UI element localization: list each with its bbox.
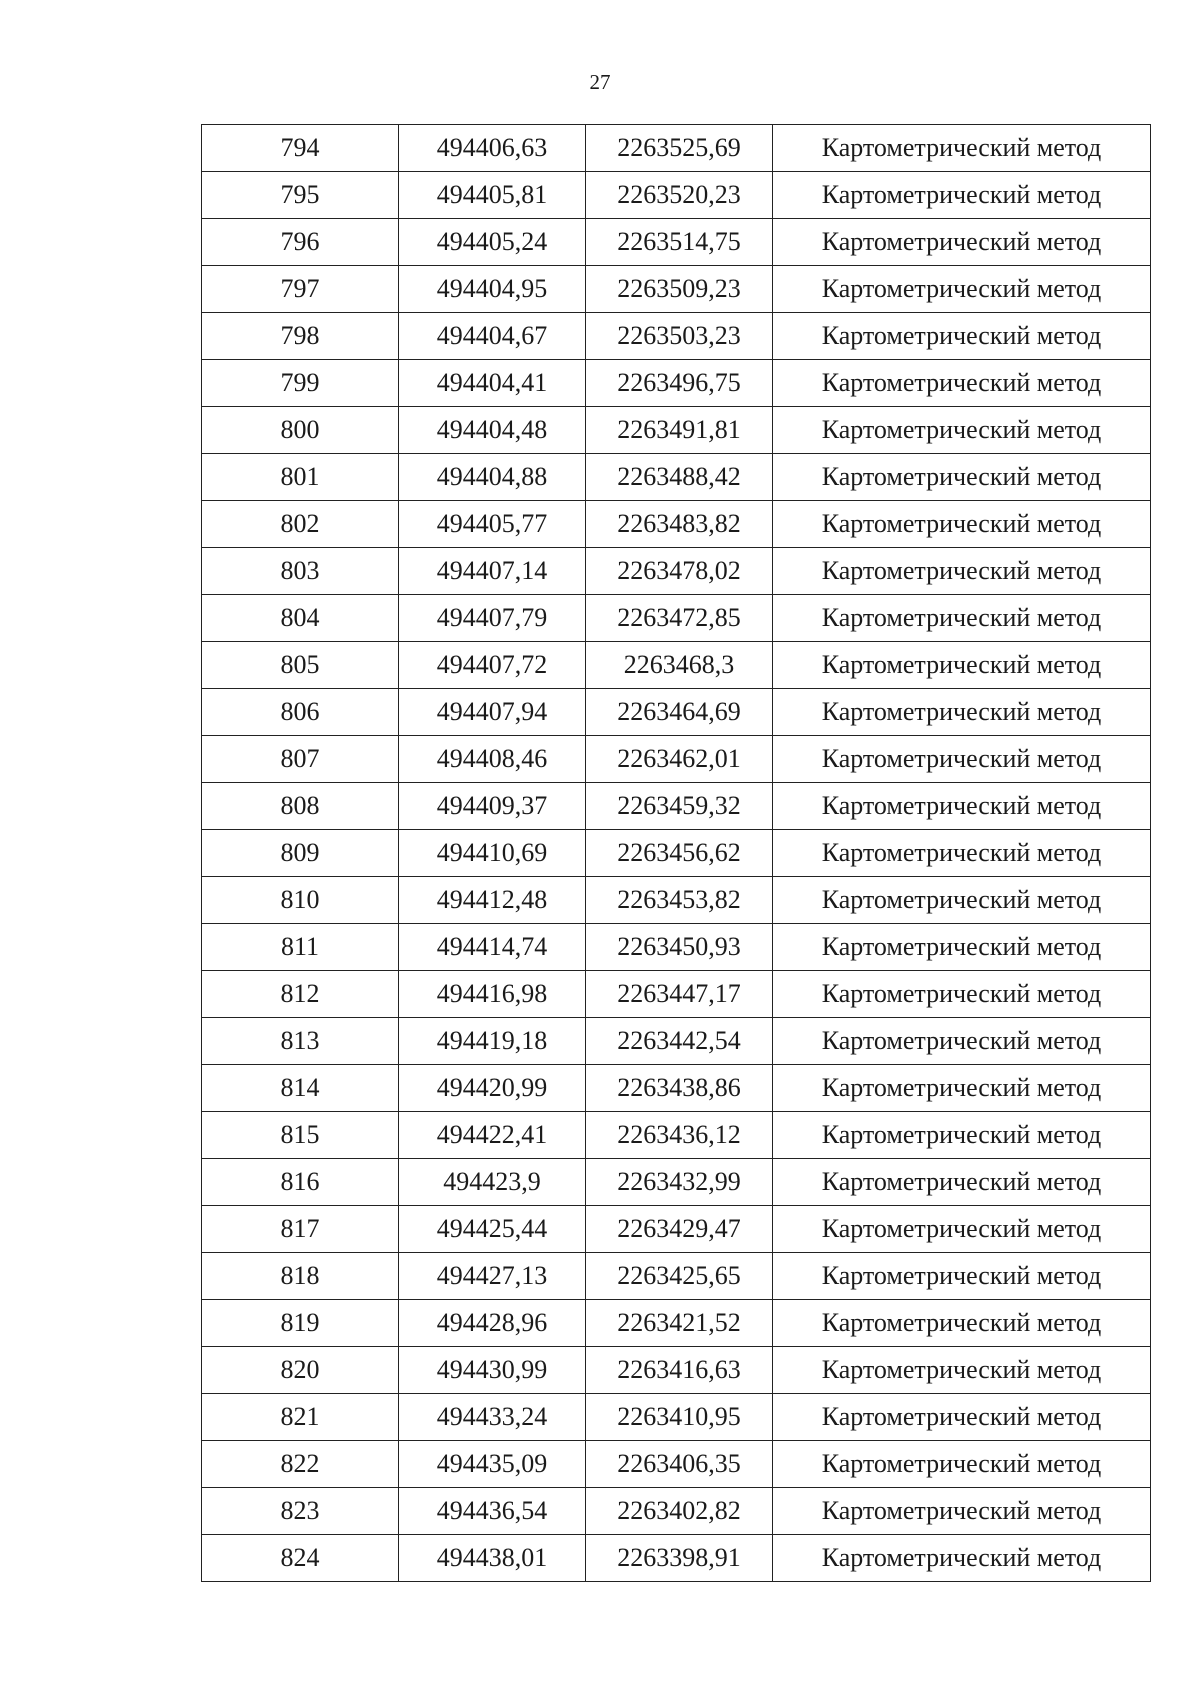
y-coordinate-cell: 2263456,62 xyxy=(586,830,773,877)
point-number-cell: 796 xyxy=(202,219,399,266)
table-row xyxy=(202,736,1151,783)
method-cell: Картометрический метод xyxy=(773,595,1151,642)
x-coordinate-cell: 494416,98 xyxy=(399,971,586,1018)
x-coordinate-cell: 494436,54 xyxy=(399,1488,586,1535)
table-row xyxy=(202,971,1151,1018)
y-coordinate-cell: 2263438,86 xyxy=(586,1065,773,1112)
coordinates-table xyxy=(201,124,1151,1582)
method-cell: Картометрический метод xyxy=(773,689,1151,736)
method-cell: Картометрический метод xyxy=(773,924,1151,971)
x-coordinate-cell: 494404,41 xyxy=(399,360,586,407)
page-number: 27 xyxy=(589,70,611,94)
x-coordinate-cell: 494407,14 xyxy=(399,548,586,595)
x-coordinate-cell: 494409,37 xyxy=(399,783,586,830)
table-row xyxy=(202,1394,1151,1441)
table-row xyxy=(202,313,1151,360)
method-cell: Картометрический метод xyxy=(773,548,1151,595)
method-cell: Картометрический метод xyxy=(773,172,1151,219)
table-row xyxy=(202,595,1151,642)
y-coordinate-cell: 2263520,23 xyxy=(586,172,773,219)
point-number-cell: 817 xyxy=(202,1206,399,1253)
method-cell: Картометрический метод xyxy=(773,736,1151,783)
x-coordinate-cell: 494423,9 xyxy=(399,1159,586,1206)
x-coordinate-cell: 494405,77 xyxy=(399,501,586,548)
method-cell: Картометрический метод xyxy=(773,501,1151,548)
coordinates-table-body xyxy=(202,125,1151,1582)
x-coordinate-cell: 494407,79 xyxy=(399,595,586,642)
point-number-cell: 820 xyxy=(202,1347,399,1394)
y-coordinate-cell: 2263436,12 xyxy=(586,1112,773,1159)
point-number-cell: 814 xyxy=(202,1065,399,1112)
table-row xyxy=(202,924,1151,971)
table-row xyxy=(202,1065,1151,1112)
y-coordinate-cell: 2263450,93 xyxy=(586,924,773,971)
table-row xyxy=(202,1441,1151,1488)
point-number-cell: 804 xyxy=(202,595,399,642)
method-cell: Картометрический метод xyxy=(773,454,1151,501)
table-row xyxy=(202,454,1151,501)
method-cell: Картометрический метод xyxy=(773,783,1151,830)
method-cell: Картометрический метод xyxy=(773,1253,1151,1300)
y-coordinate-cell: 2263514,75 xyxy=(586,219,773,266)
table-row xyxy=(202,125,1151,172)
method-cell: Картометрический метод xyxy=(773,1112,1151,1159)
x-coordinate-cell: 494419,18 xyxy=(399,1018,586,1065)
y-coordinate-cell: 2263464,69 xyxy=(586,689,773,736)
y-coordinate-cell: 2263483,82 xyxy=(586,501,773,548)
method-cell: Картометрический метод xyxy=(773,1159,1151,1206)
table-row xyxy=(202,548,1151,595)
table-row xyxy=(202,1347,1151,1394)
point-number-cell: 799 xyxy=(202,360,399,407)
x-coordinate-cell: 494405,24 xyxy=(399,219,586,266)
x-coordinate-cell: 494430,99 xyxy=(399,1347,586,1394)
table-row xyxy=(202,1300,1151,1347)
x-coordinate-cell: 494404,48 xyxy=(399,407,586,454)
table-row xyxy=(202,877,1151,924)
point-number-cell: 816 xyxy=(202,1159,399,1206)
y-coordinate-cell: 2263410,95 xyxy=(586,1394,773,1441)
method-cell: Картометрический метод xyxy=(773,125,1151,172)
x-coordinate-cell: 494433,24 xyxy=(399,1394,586,1441)
y-coordinate-cell: 2263425,65 xyxy=(586,1253,773,1300)
table-row xyxy=(202,642,1151,689)
y-coordinate-cell: 2263478,02 xyxy=(586,548,773,595)
y-coordinate-cell: 2263503,23 xyxy=(586,313,773,360)
method-cell: Картометрический метод xyxy=(773,1018,1151,1065)
point-number-cell: 798 xyxy=(202,313,399,360)
point-number-cell: 818 xyxy=(202,1253,399,1300)
method-cell: Картометрический метод xyxy=(773,360,1151,407)
method-cell: Картометрический метод xyxy=(773,1535,1151,1582)
x-coordinate-cell: 494404,95 xyxy=(399,266,586,313)
point-number-cell: 801 xyxy=(202,454,399,501)
point-number-cell: 810 xyxy=(202,877,399,924)
y-coordinate-cell: 2263509,23 xyxy=(586,266,773,313)
x-coordinate-cell: 494410,69 xyxy=(399,830,586,877)
x-coordinate-cell: 494435,09 xyxy=(399,1441,586,1488)
x-coordinate-cell: 494412,48 xyxy=(399,877,586,924)
x-coordinate-cell: 494407,94 xyxy=(399,689,586,736)
table-row xyxy=(202,689,1151,736)
method-cell: Картометрический метод xyxy=(773,642,1151,689)
y-coordinate-cell: 2263406,35 xyxy=(586,1441,773,1488)
point-number-cell: 812 xyxy=(202,971,399,1018)
point-number-cell: 800 xyxy=(202,407,399,454)
table-row xyxy=(202,1018,1151,1065)
y-coordinate-cell: 2263453,82 xyxy=(586,877,773,924)
y-coordinate-cell: 2263468,3 xyxy=(586,642,773,689)
y-coordinate-cell: 2263416,63 xyxy=(586,1347,773,1394)
point-number-cell: 797 xyxy=(202,266,399,313)
method-cell: Картометрический метод xyxy=(773,877,1151,924)
table-row xyxy=(202,1253,1151,1300)
table-row xyxy=(202,783,1151,830)
y-coordinate-cell: 2263442,54 xyxy=(586,1018,773,1065)
x-coordinate-cell: 494414,74 xyxy=(399,924,586,971)
y-coordinate-cell: 2263398,91 xyxy=(586,1535,773,1582)
x-coordinate-cell: 494420,99 xyxy=(399,1065,586,1112)
point-number-cell: 819 xyxy=(202,1300,399,1347)
table-row xyxy=(202,1535,1151,1582)
point-number-cell: 813 xyxy=(202,1018,399,1065)
table-row xyxy=(202,501,1151,548)
point-number-cell: 808 xyxy=(202,783,399,830)
y-coordinate-cell: 2263525,69 xyxy=(586,125,773,172)
method-cell: Картометрический метод xyxy=(773,1347,1151,1394)
y-coordinate-cell: 2263421,52 xyxy=(586,1300,773,1347)
point-number-cell: 802 xyxy=(202,501,399,548)
x-coordinate-cell: 494428,96 xyxy=(399,1300,586,1347)
point-number-cell: 803 xyxy=(202,548,399,595)
method-cell: Картометрический метод xyxy=(773,219,1151,266)
x-coordinate-cell: 494427,13 xyxy=(399,1253,586,1300)
y-coordinate-cell: 2263429,47 xyxy=(586,1206,773,1253)
y-coordinate-cell: 2263462,01 xyxy=(586,736,773,783)
method-cell: Картометрический метод xyxy=(773,830,1151,877)
y-coordinate-cell: 2263491,81 xyxy=(586,407,773,454)
y-coordinate-cell: 2263402,82 xyxy=(586,1488,773,1535)
table-row xyxy=(202,830,1151,877)
y-coordinate-cell: 2263432,99 xyxy=(586,1159,773,1206)
method-cell: Картометрический метод xyxy=(773,1488,1151,1535)
x-coordinate-cell: 494422,41 xyxy=(399,1112,586,1159)
method-cell: Картометрический метод xyxy=(773,1394,1151,1441)
table-row xyxy=(202,1112,1151,1159)
table-row xyxy=(202,407,1151,454)
method-cell: Картометрический метод xyxy=(773,1065,1151,1112)
point-number-cell: 794 xyxy=(202,125,399,172)
x-coordinate-cell: 494425,44 xyxy=(399,1206,586,1253)
x-coordinate-cell: 494408,46 xyxy=(399,736,586,783)
y-coordinate-cell: 2263472,85 xyxy=(586,595,773,642)
method-cell: Картометрический метод xyxy=(773,313,1151,360)
point-number-cell: 822 xyxy=(202,1441,399,1488)
method-cell: Картометрический метод xyxy=(773,1441,1151,1488)
x-coordinate-cell: 494407,72 xyxy=(399,642,586,689)
point-number-cell: 795 xyxy=(202,172,399,219)
method-cell: Картометрический метод xyxy=(773,971,1151,1018)
x-coordinate-cell: 494404,67 xyxy=(399,313,586,360)
method-cell: Картометрический метод xyxy=(773,1206,1151,1253)
point-number-cell: 815 xyxy=(202,1112,399,1159)
y-coordinate-cell: 2263496,75 xyxy=(586,360,773,407)
table-row xyxy=(202,360,1151,407)
x-coordinate-cell: 494406,63 xyxy=(399,125,586,172)
method-cell: Картометрический метод xyxy=(773,266,1151,313)
x-coordinate-cell: 494438,01 xyxy=(399,1535,586,1582)
point-number-cell: 805 xyxy=(202,642,399,689)
y-coordinate-cell: 2263488,42 xyxy=(586,454,773,501)
x-coordinate-cell: 494404,88 xyxy=(399,454,586,501)
point-number-cell: 809 xyxy=(202,830,399,877)
point-number-cell: 811 xyxy=(202,924,399,971)
table-row xyxy=(202,172,1151,219)
table-row xyxy=(202,1159,1151,1206)
point-number-cell: 824 xyxy=(202,1535,399,1582)
table-row xyxy=(202,1206,1151,1253)
table-row xyxy=(202,266,1151,313)
point-number-cell: 806 xyxy=(202,689,399,736)
y-coordinate-cell: 2263447,17 xyxy=(586,971,773,1018)
method-cell: Картометрический метод xyxy=(773,407,1151,454)
point-number-cell: 823 xyxy=(202,1488,399,1535)
y-coordinate-cell: 2263459,32 xyxy=(586,783,773,830)
table-row xyxy=(202,219,1151,266)
point-number-cell: 821 xyxy=(202,1394,399,1441)
method-cell: Картометрический метод xyxy=(773,1300,1151,1347)
table-row xyxy=(202,1488,1151,1535)
x-coordinate-cell: 494405,81 xyxy=(399,172,586,219)
point-number-cell: 807 xyxy=(202,736,399,783)
